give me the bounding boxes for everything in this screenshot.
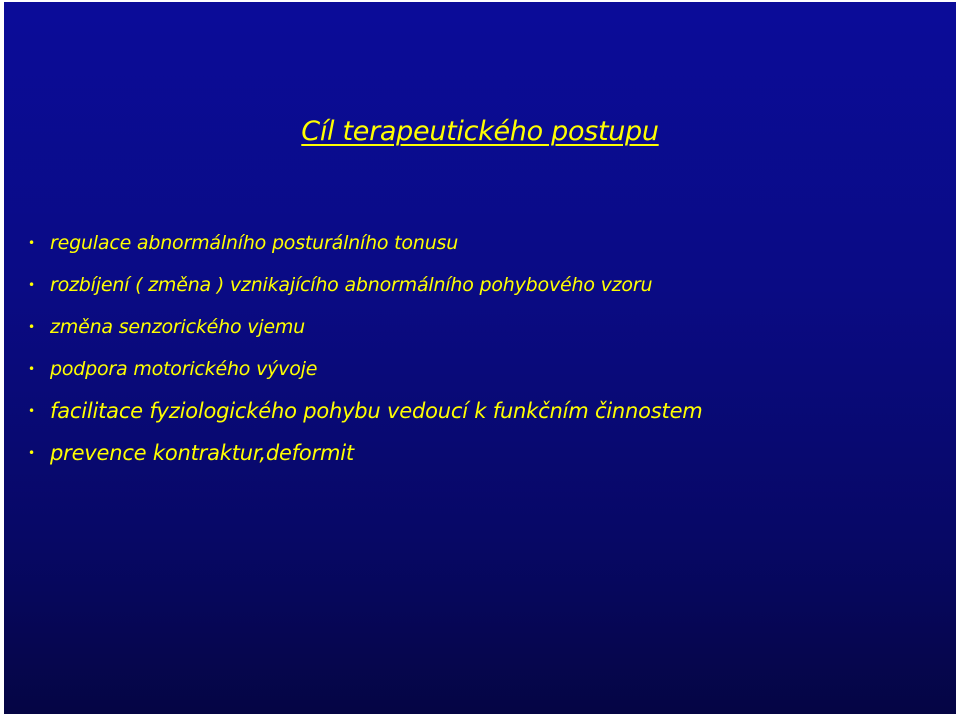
slide [4,2,956,714]
bullet-dot: • [28,320,36,334]
bullet-dot: • [28,236,36,250]
bullet-text: podpora motorického vývoje [50,358,318,380]
bullet-text: facilitace fyziologického pohybu vedoucí k funkčním činnostem [50,399,703,423]
bullet-dot: • [28,446,36,460]
bullet-dot: • [28,362,36,376]
bullet-dot: • [28,278,36,292]
bullet-dot: • [28,404,36,418]
slide-title: Cíl terapeutického postupu [301,116,659,147]
bullet-text: změna senzorického vjemu [50,316,306,338]
bullet-text: prevence kontraktur,deformit [50,441,354,465]
bullet-text: regulace abnormálního posturálního tonusu [50,232,459,254]
bullet-text: rozbíjení ( změna ) vznikajícího abnormálního pohybového vzoru [50,274,653,296]
